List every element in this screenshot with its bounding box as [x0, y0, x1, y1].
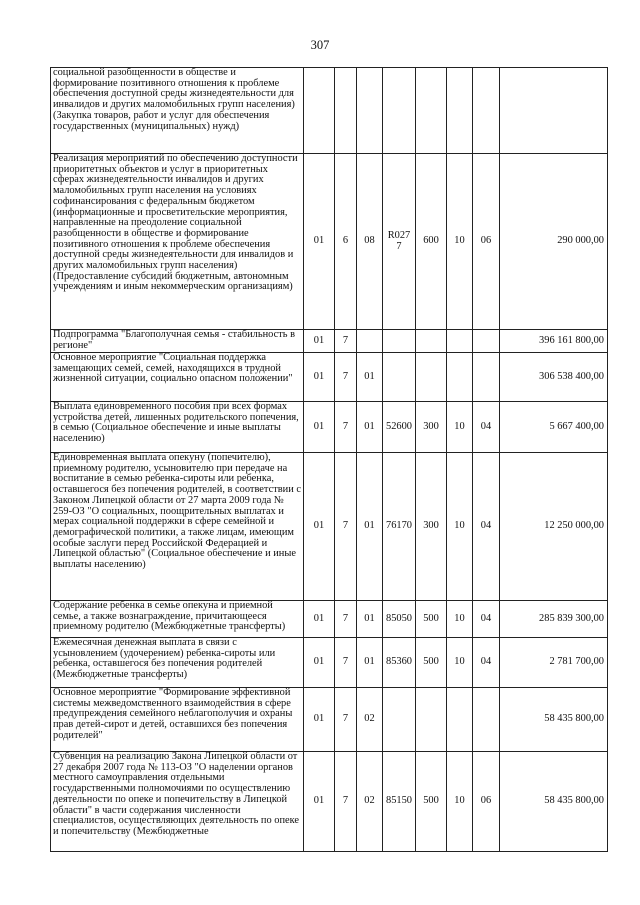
row-name: Подпрограмма "Благополучная семья - стабильность в регионе": [51, 330, 304, 353]
cell-c7: 06: [473, 752, 500, 852]
table-row: [51, 638, 608, 688]
cell-amount: 12 250 000,00: [500, 453, 608, 601]
cell-c1: 01: [304, 638, 335, 688]
row-name: социальной разобщенности в обществе и формирование позитивного отношения к проблеме обеспечения доступной среды жизнедеятельности для инвалидов и других маломобильных групп населения) (Закупка товаров, работ и услуг для обеспечения государственных (муниципальных) нужд): [51, 68, 304, 154]
cell-c3: 02: [357, 688, 383, 752]
cell-c3: [357, 330, 383, 353]
cell-c1: 01: [304, 453, 335, 601]
cell-c1: 01: [304, 330, 335, 353]
cell-c7: 04: [473, 402, 500, 453]
cell-c7: 04: [473, 601, 500, 638]
table-row: [51, 752, 608, 852]
cell-c4: R027 7: [383, 154, 416, 330]
row-name: Ежемесячная денежная выплата в связи с усыновлением (удочерением) ребенка-сироты или ребенка, оставшегося без попечения родителей (Межбюджетные трансферты): [51, 638, 304, 688]
cell-c4: 76170: [383, 453, 416, 601]
row-name: Выплата единовременного пособия при всех формах устройства детей, лишенных родительского попечения, в семью (Социальное обеспечение и иные выплаты населению): [51, 402, 304, 453]
cell-c3: [357, 68, 383, 154]
cell-amount: 2 781 700,00: [500, 638, 608, 688]
cell-c1: 01: [304, 601, 335, 638]
cell-c6: 10: [447, 638, 473, 688]
cell-c2: 7: [335, 330, 357, 353]
table-row: [51, 353, 608, 402]
cell-c2: 7: [335, 353, 357, 402]
budget-table: [50, 67, 608, 852]
cell-c7: [473, 68, 500, 154]
table-row: [51, 154, 608, 330]
cell-c5: [416, 68, 447, 154]
cell-amount: 58 435 800,00: [500, 688, 608, 752]
cell-c3: 01: [357, 601, 383, 638]
row-name: Реализация мероприятий по обеспечению доступности приоритетных объектов и услуг в приоритетных сферах жизнедеятельности инвалидов и других маломобильных групп населения на условиях софинансирования с федеральным бюджетом (информационные и просветительские мероприятия, направленные на преодоление социальной разобщенности в обществе и формирование позитивного отношения к проблеме обеспечения доступной среды жизнедеятельности для инвалидов и других маломобильных групп населения) (Предоставление субсидий бюджетным, автономным учреждениям и иным некоммерческим организациям): [51, 154, 304, 330]
cell-c7: [473, 330, 500, 353]
cell-c1: 01: [304, 353, 335, 402]
cell-c3: 01: [357, 453, 383, 601]
cell-c6: [447, 330, 473, 353]
cell-c3: 08: [357, 154, 383, 330]
cell-amount: 285 839 300,00: [500, 601, 608, 638]
cell-c7: [473, 353, 500, 402]
cell-c4: 85360: [383, 638, 416, 688]
cell-c5: 500: [416, 601, 447, 638]
cell-c5: 300: [416, 402, 447, 453]
cell-c4: 52600: [383, 402, 416, 453]
cell-c7: 04: [473, 638, 500, 688]
table-row: [51, 330, 608, 353]
row-name: Основное мероприятие "Социальная поддержка замещающих семей, семей, находящихся в трудной жизненной ситуации, социально опасном положении": [51, 353, 304, 402]
table-row: [51, 68, 608, 154]
cell-c7: 04: [473, 453, 500, 601]
cell-c4: 85050: [383, 601, 416, 638]
cell-c7: 06: [473, 154, 500, 330]
cell-c6: 10: [447, 154, 473, 330]
cell-c5: 300: [416, 453, 447, 601]
cell-amount: 5 667 400,00: [500, 402, 608, 453]
cell-c6: 10: [447, 601, 473, 638]
table-row: [51, 688, 608, 752]
cell-amount: 58 435 800,00: [500, 752, 608, 852]
table-row: [51, 453, 608, 601]
cell-amount: [500, 68, 608, 154]
page-number: 307: [310, 38, 330, 52]
cell-c6: 10: [447, 752, 473, 852]
row-name: Основное мероприятие "Формирование эффективной системы межведомственного взаимодействия в сфере предупреждения семейного неблагополучия и охраны прав детей-сирот и детей, оставшихся без попечения родителей": [51, 688, 304, 752]
cell-c2: 7: [335, 752, 357, 852]
cell-c4: [383, 68, 416, 154]
cell-c5: 500: [416, 638, 447, 688]
cell-c4: [383, 353, 416, 402]
cell-c6: [447, 68, 473, 154]
cell-c1: 01: [304, 154, 335, 330]
cell-c5: 600: [416, 154, 447, 330]
cell-c7: [473, 688, 500, 752]
cell-c2: 7: [335, 402, 357, 453]
cell-c6: [447, 688, 473, 752]
row-name: Субвенция на реализацию Закона Липецкой области от 27 декабря 2007 года № 113-ОЗ "О наделении органов местного самоуправления отдельными государственными полномочиями по осуществлению деятельности по опеке и попечительству в Липецкой области" в части содержания численности специалистов, осуществляющих деятельность по опеке и попечительству (Межбюджетные: [51, 752, 304, 852]
cell-c2: 7: [335, 601, 357, 638]
cell-c4: [383, 688, 416, 752]
cell-c4: 85150: [383, 752, 416, 852]
cell-c1: [304, 68, 335, 154]
cell-amount: 396 161 800,00: [500, 330, 608, 353]
cell-c2: 6: [335, 154, 357, 330]
cell-c4: [383, 330, 416, 353]
row-name: Содержание ребенка в семье опекуна и приемной семье, а также вознаграждение, причитающееся приемному родителю (Межбюджетные трансферты): [51, 601, 304, 638]
cell-c1: 01: [304, 402, 335, 453]
cell-c3: 02: [357, 752, 383, 852]
cell-c6: [447, 353, 473, 402]
cell-c3: 01: [357, 638, 383, 688]
cell-c2: [335, 68, 357, 154]
cell-c5: [416, 688, 447, 752]
cell-c1: 01: [304, 688, 335, 752]
cell-c2: 7: [335, 638, 357, 688]
cell-c3: 01: [357, 402, 383, 453]
table-row: [51, 402, 608, 453]
cell-amount: 290 000,00: [500, 154, 608, 330]
cell-c6: 10: [447, 402, 473, 453]
cell-c1: 01: [304, 752, 335, 852]
cell-c2: 7: [335, 688, 357, 752]
cell-amount: 306 538 400,00: [500, 353, 608, 402]
cell-c2: 7: [335, 453, 357, 601]
cell-c5: 500: [416, 752, 447, 852]
table-row: [51, 601, 608, 638]
cell-c6: 10: [447, 453, 473, 601]
cell-c5: [416, 353, 447, 402]
cell-c5: [416, 330, 447, 353]
row-name: Единовременная выплата опекуну (попечителю), приемному родителю, усыновителю при передаче на воспитание в семью ребенка-сироты или ребенка, оставшегося без попечения родителей, в соответствии с Законом Липецкой области от 27 марта 2009 года № 259-ОЗ "О социальных, поощрительных выплатах и мерах социальной поддержки в сфере семейной и демографической политики, а также лицам, имеющим особые заслуги перед Российской Федерацией и Липецкой областью" (Социальное обеспечение и иные выплаты населению): [51, 453, 304, 601]
cell-c3: 01: [357, 353, 383, 402]
